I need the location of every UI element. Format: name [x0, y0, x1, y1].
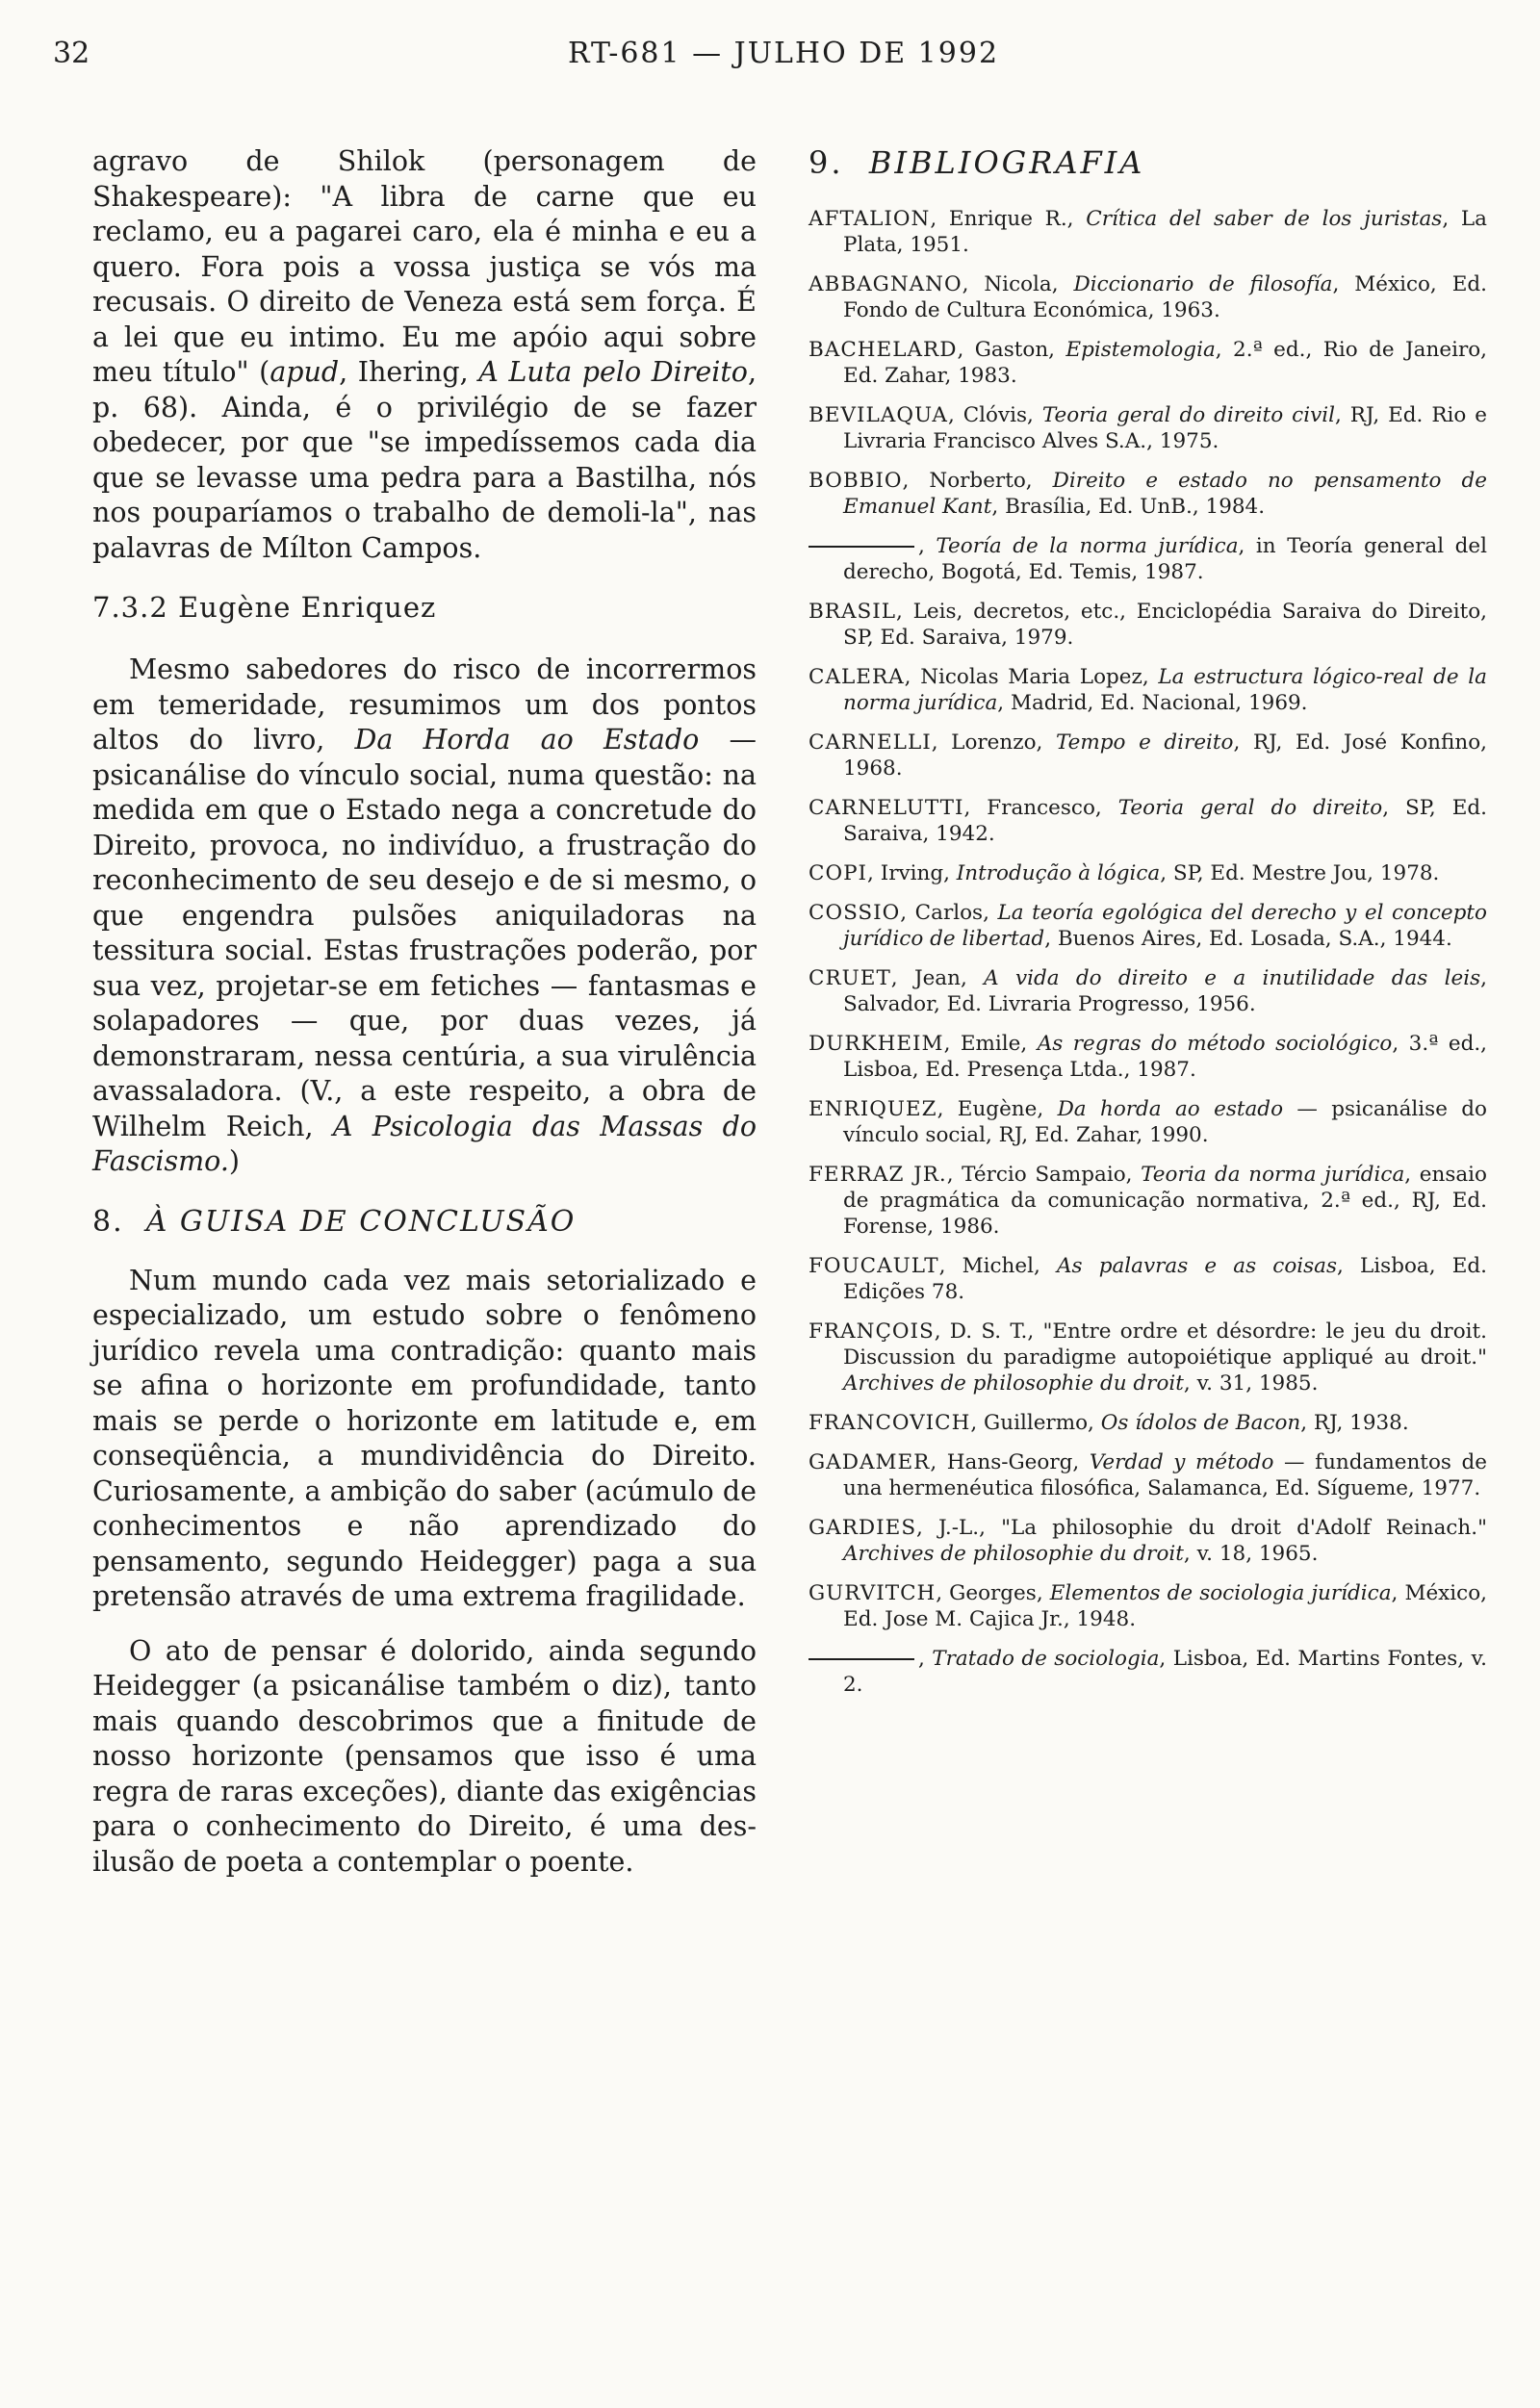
- bibliography-entry: [808, 900, 1487, 952]
- bib-details: ,: [918, 534, 937, 558]
- bibliography-entry: [808, 1515, 1487, 1567]
- bib-details: , Irving,: [867, 861, 957, 885]
- bib-author: CARNELUTTI: [808, 796, 964, 820]
- bib-publication: , Salvador, Ed. Livraria Progresso, 1956.: [843, 966, 1487, 1016]
- bib-title: La estructura lógico-real de la norma jurídica: [843, 665, 1487, 715]
- bib-publication: , in Teoría general del derecho, Bogotá, Ed. Temis, 1987.: [843, 534, 1487, 584]
- bib-publication: , Buenos Aires, Ed. Losada, S.A., 1944.: [1044, 927, 1452, 951]
- bibliography-entry: [808, 1580, 1487, 1632]
- bib-details: , Lorenzo,: [931, 730, 1056, 755]
- bib-details: , D. S. T., "Entre ordre et désordre: le jeu du droit. Discussion du paradigme autopoiétique appliqué au droit.": [843, 1319, 1487, 1370]
- repeat-author-dash: [808, 546, 914, 548]
- bib-publication: , ensaio de pragmática da comunicação normativa, 2.ª ed., RJ, Ed. Forense, 1986.: [843, 1163, 1487, 1239]
- bibliography-entry: [808, 1096, 1487, 1148]
- bib-publication: , SP, Ed. Saraiva, 1942.: [843, 796, 1487, 846]
- paragraph-conclusion-1: Num mundo cada vez mais setorializado e especializado, um estudo sobre o fenômeno jurídico revela uma contradição: quanto mais se afina o horizonte em profundidade, tanto mais se perde o horizonte em latitude e, em conseqüência, a mundividência do Direito. Curiosamente, a ambição do saber (acúmulo de conhecimentos e não aprendizado do pensamento, segundo Heidegger) paga a sua pretensão através de uma extrema fragilidade.: [92, 1264, 757, 1612]
- bib-details: , Gaston,: [957, 338, 1066, 362]
- bib-details: , Norberto,: [902, 469, 1053, 493]
- left-column: [92, 144, 757, 1899]
- bibliography-entry: [808, 1646, 1487, 1698]
- bib-details: , Georges,: [936, 1581, 1050, 1605]
- page-header: [53, 37, 1482, 85]
- bib-publication: , RJ, Ed. Rio e Livraria Francisco Alves S.A., 1975.: [843, 403, 1488, 453]
- bib-title: Archives de philosophie du droit: [843, 1371, 1184, 1396]
- bib-details: , Eugène,: [937, 1097, 1058, 1121]
- bib-title: Epistemologia: [1065, 338, 1216, 362]
- page-number: 32: [53, 37, 90, 70]
- bibliography-entry: [808, 795, 1487, 847]
- bib-author: GURVITCH: [808, 1581, 937, 1605]
- bib-author: FERRAZ JR.: [808, 1163, 947, 1187]
- bib-details: , Enrique R.,: [930, 207, 1087, 231]
- bib-title: Teoria geral do direito: [1117, 796, 1383, 820]
- bibliography-entry: [808, 1253, 1487, 1305]
- section-heading-8: 8. À GUISA DE CONCLUSÃO: [92, 1204, 577, 1239]
- bibliography-entry: [808, 1162, 1487, 1240]
- bib-publication: , Madrid, Ed. Nacional, 1969.: [997, 691, 1308, 715]
- bib-author: BRASIL: [808, 600, 897, 624]
- bib-publication: , 2.ª ed., Rio de Janeiro, Ed. Zahar, 1983.: [843, 338, 1488, 388]
- bib-title: Teoria da norma jurídica: [1141, 1163, 1405, 1187]
- bibliography-entry: [808, 1319, 1487, 1396]
- bib-author: FRANCOVICH: [808, 1411, 971, 1435]
- right-column: [808, 144, 1487, 1711]
- bib-publication: , SP, Ed. Mestre Jou, 1978.: [1160, 861, 1440, 885]
- bibliography-entry: [808, 206, 1487, 258]
- bibliography-entry: [808, 664, 1487, 716]
- bib-publication: — psicanálise do vínculo social, RJ, Ed. Zahar, 1990.: [843, 1097, 1487, 1147]
- bib-author: COPI: [808, 861, 868, 885]
- bib-author: CRUET: [808, 966, 891, 990]
- bibliography-entry: [808, 965, 1487, 1017]
- bib-title: Tratado de sociologia: [932, 1647, 1160, 1671]
- bib-details: , Guillermo,: [970, 1411, 1101, 1435]
- bib-title: A vida do direito e a inutilidade das leis: [984, 966, 1481, 990]
- bib-details: , J.-L., "La philosophie du droit d'Adolf Reinach.": [916, 1516, 1487, 1540]
- bib-author: DURKHEIM: [808, 1032, 944, 1056]
- bibliography-entry: [808, 860, 1487, 886]
- bib-title: As palavras e as coisas: [1056, 1254, 1338, 1278]
- bib-publication: — fundamentos de una hermenéutica filosófica, Salamanca, Ed. Sígueme, 1977.: [843, 1450, 1487, 1500]
- paragraph-enriquez: Mesmo sabedores do risco de incorrermos em temeridade, resumimos um dos pontos altos do livro, Da Horda ao Estado — psicanálise do vínculo social, numa questão: na medida em que o Estado nega a concretude do Direito, provoca, no indivíduo, a frustração do reconhecimento de seu desejo e de si mesmo, o que engendra pulsões aniquiladoras na tessitura social. Estas frustrações poderão, por sua vez, projetar-se em fetiches — fantasmas e solapadores — que, por duas vezes, já demonstraram, nessa centúria, a sua virulência avassaladora. (V., a este respeito, a obra de Wilhelm Reich, A Psicologia das Massas do Fascismo.): [92, 653, 757, 1177]
- bib-title: Archives de philosophie du droit: [843, 1542, 1184, 1566]
- bib-author: FOUCAULT: [808, 1254, 939, 1278]
- bib-details: , Tércio Sampaio,: [946, 1163, 1142, 1187]
- bib-publication: , Lisboa, Ed. Martins Fontes, v. 2.: [843, 1647, 1488, 1697]
- bibliography-entry: [808, 1449, 1487, 1501]
- bib-title: Elementos de sociologia jurídica: [1049, 1581, 1392, 1605]
- section-heading-9: 9. BIBLIOGRAFIA: [808, 144, 1145, 181]
- bibliography-entry: [808, 468, 1487, 520]
- bibliography-entry: [808, 730, 1487, 781]
- bibliography-entry: [808, 337, 1487, 389]
- bib-author: GARDIES: [808, 1516, 917, 1540]
- bib-publication: , México, Ed. Fondo de Cultura Económica, 1963.: [843, 272, 1487, 322]
- section-heading-7-3-2: 7.3.2 Eugène Enriquez: [92, 591, 437, 624]
- bib-author: ABBAGNANO: [808, 272, 962, 296]
- bibliography-entry: [808, 402, 1487, 454]
- bibliography-list: [808, 206, 1487, 1698]
- bib-details: , Leis, decretos, etc., Enciclopédia Saraiva do Direito, SP, Ed. Saraiva, 1979.: [843, 600, 1487, 650]
- bibliography-entry: [808, 1410, 1487, 1436]
- bib-author: CALERA: [808, 665, 905, 689]
- bib-title: Verdad y método: [1089, 1450, 1274, 1474]
- bib-title: Tempo e direito: [1055, 730, 1234, 755]
- bib-publication: , La Plata, 1951.: [843, 207, 1487, 257]
- bib-publication: , v. 18, 1965.: [1183, 1542, 1319, 1566]
- bib-author: CARNELLI: [808, 730, 932, 755]
- bib-publication: , México, Ed. Jose M. Cajica Jr., 1948.: [843, 1581, 1487, 1631]
- bib-details: , Francesco,: [963, 796, 1118, 820]
- bib-author: BACHELARD: [808, 338, 958, 362]
- bib-author: BOBBIO: [808, 469, 903, 493]
- bib-publication: , Brasília, Ed. UnB., 1984.: [991, 495, 1266, 519]
- bib-publication: , RJ, Ed. José Konfino, 1968.: [843, 730, 1487, 781]
- bib-author: FRANÇOIS: [808, 1319, 935, 1344]
- bib-title: Crítica del saber de los juristas: [1086, 207, 1443, 231]
- bib-title: Diccionario de filosofía: [1073, 272, 1333, 296]
- paragraph-shilok: agravo de Shilok (personagem de Shakespeare): "A libra de carne que eu reclamo, eu a pagarei caro, ela é minha e eu a quero. Fora pois a vossa justiça se vós ma recusais. O direito de Veneza está sem força. É a lei que eu intimo. Eu me apóio aqui sobre meu título" (apud, Ihering, A Luta pelo Direito, p. 68). Ainda, é o privilégio de se fazer obedecer, por que "se impedíssemos cada dia que se levasse uma pedra para a Bastilha, nós nos pouparíamos o trabalho de demoli-la", nas palavras de Mílton Campos.: [92, 145, 757, 564]
- bib-publication: , Lisboa, Ed. Edições 78.: [843, 1254, 1488, 1304]
- bib-details: , Jean,: [890, 966, 985, 990]
- bib-author: COSSIO: [808, 901, 901, 925]
- bib-author: GADAMER: [808, 1450, 931, 1474]
- running-title: RT-681 — JULHO DE 1992: [568, 37, 1000, 70]
- bib-title: La teoría egológica del derecho y el concepto jurídico de libertad: [843, 901, 1487, 951]
- bib-title: Direito e estado no pensamento de Emanuel Kant: [843, 469, 1487, 519]
- bib-details: , Clóvis,: [947, 403, 1042, 427]
- bib-title: Os ídolos de Bacon: [1100, 1411, 1301, 1435]
- bib-publication: , v. 31, 1985.: [1183, 1371, 1319, 1396]
- bib-details: , Carlos,: [900, 901, 998, 925]
- bibliography-entry: [808, 533, 1487, 585]
- bib-author: ENRIQUEZ: [808, 1097, 937, 1121]
- bib-publication: , 3.ª ed., Lisboa, Ed. Presença Ltda., 1987.: [843, 1032, 1487, 1082]
- bib-author: AFTALION: [808, 207, 931, 231]
- bib-title: Teoría de la norma jurídica: [936, 534, 1239, 558]
- bib-details: ,: [918, 1647, 933, 1671]
- bibliography-entry: [808, 1031, 1487, 1083]
- bib-title: As regras do método sociológico: [1037, 1032, 1393, 1056]
- bib-title: Teoria geral do direito civil: [1041, 403, 1335, 427]
- bib-details: , Nicola,: [962, 272, 1074, 296]
- bib-title: Introdução à lógica: [956, 861, 1161, 885]
- paragraph-conclusion-2: O ato de pensar é dolorido, ainda segundo Heidegger (a psicanálise também o diz), tanto mais quando descobrimos que a finitude de nosso horizonte (pensamos que isso é uma regra de raras exceções), diante das exigências para o conhecimento do Direito, é uma des-ilusão de poeta a contemplar o poente.: [92, 1634, 757, 1878]
- bibliography-entry: [808, 599, 1487, 651]
- repeat-author-dash: [808, 1658, 914, 1660]
- bib-publication: , RJ, 1938.: [1300, 1411, 1409, 1435]
- bib-details: , Hans-Georg,: [930, 1450, 1090, 1474]
- bib-details: , Michel,: [938, 1254, 1057, 1278]
- bib-title: Da horda ao estado: [1057, 1097, 1284, 1121]
- bib-details: , Emile,: [943, 1032, 1038, 1056]
- bib-author: BEVILAQUA: [808, 403, 948, 427]
- bibliography-entry: [808, 271, 1487, 323]
- bib-details: , Nicolas Maria Lopez,: [904, 665, 1159, 689]
